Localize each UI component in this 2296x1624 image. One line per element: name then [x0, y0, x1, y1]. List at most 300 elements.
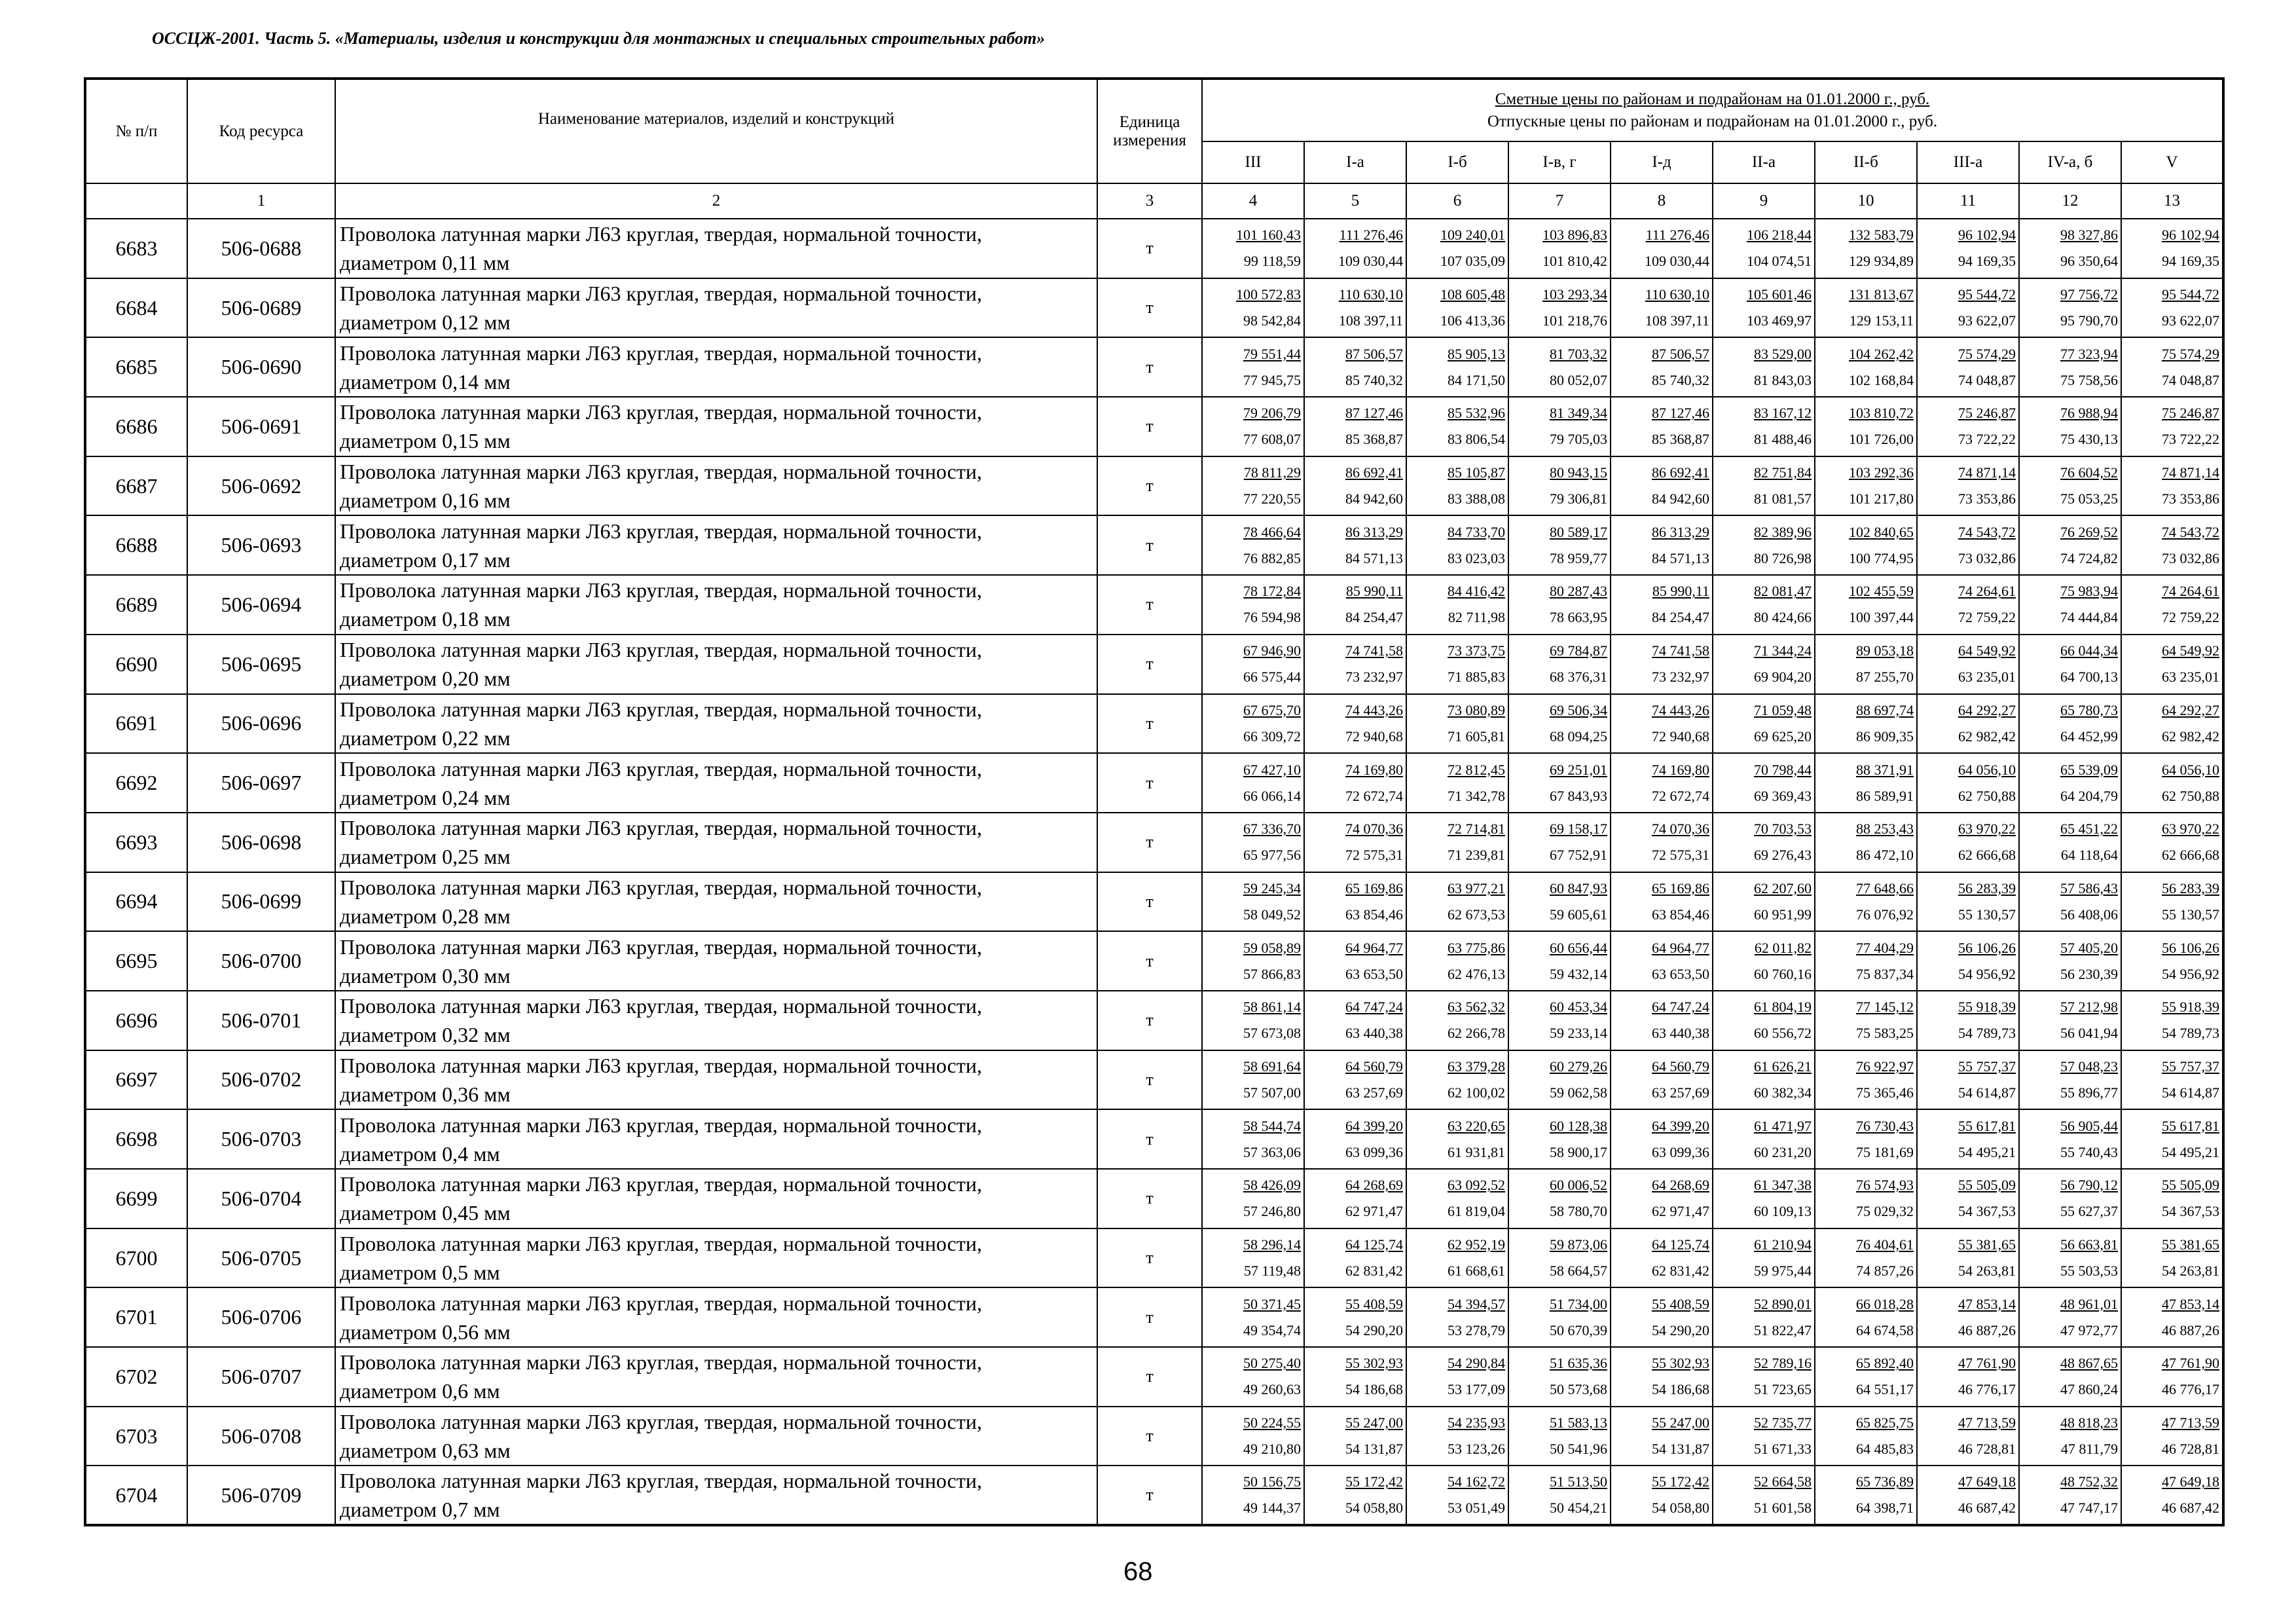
release-price: 63 235,01: [1958, 669, 2016, 686]
release-price: 62 971,47: [1345, 1203, 1403, 1220]
estimate-price: 111 276,46: [1645, 227, 1709, 244]
price-cell: [1406, 515, 1508, 575]
estimate-price: 79 206,79: [1243, 405, 1301, 422]
row-number: 6697: [85, 1050, 187, 1110]
price-cell: [1815, 1287, 1917, 1347]
price-cell: [1815, 515, 1917, 575]
price-cell: [1406, 1287, 1508, 1347]
price-cell: [1202, 1109, 1304, 1169]
price-cell: [1508, 1466, 1611, 1525]
release-price: 61 931,81: [1448, 1143, 1505, 1160]
estimate-price: 61 626,21: [1754, 1058, 1812, 1075]
price-cell: [2019, 1228, 2121, 1288]
price-cell: [1202, 931, 1304, 991]
material-name: [335, 456, 1097, 516]
price-cell: [1917, 991, 2019, 1050]
price-cell: [1611, 1228, 1713, 1288]
estimate-price: 101 160,43: [1236, 227, 1301, 244]
material-name: [335, 219, 1097, 278]
price-cell: [1304, 219, 1406, 278]
estimate-price: 69 158,17: [1550, 821, 1607, 838]
release-price: 75 430,13: [2060, 431, 2118, 448]
release-price: 60 382,34: [1754, 1084, 1812, 1101]
estimate-price: 59 058,89: [1243, 939, 1301, 956]
estimate-price: 63 562,32: [1448, 999, 1505, 1016]
unit: т: [1097, 1169, 1202, 1228]
release-price: 75 365,46: [1856, 1084, 1914, 1101]
estimate-price: 95 544,72: [2162, 286, 2220, 303]
estimate-price: 55 617,81: [2162, 1117, 2220, 1134]
estimate-price: 65 780,73: [2060, 701, 2118, 718]
material-name-line1: Проволока латунная марки Л63 круглая, твердая, нормальной точности,: [340, 1232, 982, 1256]
estimate-price: 64 125,74: [1345, 1236, 1403, 1253]
unit: т: [1097, 1347, 1202, 1407]
release-price: 55 896,77: [2060, 1084, 2118, 1101]
price-cell: [1917, 1347, 2019, 1407]
price-cell: [1815, 456, 1917, 516]
price-cell: [1304, 753, 1406, 813]
estimate-price: 109 240,01: [1440, 227, 1505, 244]
price-cell: [2121, 991, 2223, 1050]
resource-code: 506-0693: [187, 515, 335, 575]
estimate-price: 76 269,52: [2060, 523, 2118, 540]
estimate-price: 74 871,14: [1958, 464, 2016, 481]
price-cell: [1406, 1169, 1508, 1228]
estimate-price: 62 207,60: [1754, 879, 1812, 896]
material-diameter: диаметром 0,28 мм: [340, 904, 511, 928]
material-diameter: диаметром 0,24 мм: [340, 785, 511, 809]
estimate-price: 60 006,52: [1550, 1177, 1607, 1194]
release-price: 64 551,17: [1856, 1381, 1914, 1398]
release-price: 62 476,13: [1448, 965, 1505, 982]
estimate-price: 61 347,38: [1754, 1177, 1812, 1194]
material-name-line1: Проволока латунная марки Л63 круглая, твердая, нормальной точности,: [340, 519, 982, 543]
release-price: 71 605,81: [1448, 728, 1505, 745]
estimate-price: 48 818,23: [2060, 1414, 2118, 1431]
estimate-price: 111 276,46: [1339, 227, 1403, 244]
release-price: 64 118,64: [2060, 847, 2118, 864]
price-cell: [1406, 872, 1508, 932]
estimate-price: 55 408,59: [1345, 1295, 1403, 1312]
price-cell: [2019, 1407, 2121, 1466]
table-row: [85, 515, 2223, 575]
price-cell: [1508, 515, 1611, 575]
material-name: [335, 813, 1097, 872]
material-name: [335, 931, 1097, 991]
release-price: 54 956,92: [1958, 965, 2016, 982]
release-price: 96 350,64: [2060, 253, 2118, 270]
price-cell: [2121, 931, 2223, 991]
column-number: 8: [1611, 183, 1713, 219]
material-name-line1: Проволока латунная марки Л63 круглая, твердая, нормальной точности,: [340, 1410, 982, 1434]
estimate-price: 47 761,90: [1958, 1355, 2016, 1372]
release-price: 66 575,44: [1243, 669, 1301, 686]
release-price: 62 982,42: [1958, 728, 2016, 745]
price-cell: [2019, 931, 2121, 991]
release-price: 73 722,22: [1958, 431, 2016, 448]
resource-code: 506-0703: [187, 1109, 335, 1169]
estimate-price: 78 466,64: [1243, 523, 1301, 540]
material-name: [335, 1287, 1097, 1347]
resource-code: 506-0697: [187, 753, 335, 813]
release-price: 60 556,72: [1754, 1025, 1812, 1042]
material-name-line1: Проволока латунная марки Л63 круглая, твердая, нормальной точности,: [340, 578, 982, 602]
release-price: 57 119,48: [1243, 1263, 1301, 1280]
estimate-price: 74 741,58: [1345, 642, 1403, 659]
unit: т: [1097, 337, 1202, 397]
header-name: Наименование материалов, изделий и конструкций: [335, 79, 1097, 183]
estimate-price: 64 292,27: [2162, 701, 2220, 718]
release-price: 95 790,70: [2060, 312, 2118, 329]
estimate-price: 57 212,98: [2060, 999, 2118, 1016]
release-price: 50 670,39: [1550, 1321, 1607, 1338]
price-cell: [2019, 872, 2121, 932]
price-cell: [1713, 1466, 1815, 1525]
price-cell: [1713, 1050, 1815, 1110]
price-cell: [1508, 694, 1611, 754]
release-price: 100 397,44: [1849, 609, 1914, 626]
price-cell: [1815, 694, 1917, 754]
release-price: 62 750,88: [2162, 787, 2220, 804]
material-diameter: диаметром 0,7 мм: [340, 1498, 500, 1522]
release-price: 63 257,69: [1652, 1084, 1709, 1101]
release-price: 72 759,22: [2162, 609, 2220, 626]
material-name: [335, 1169, 1097, 1228]
release-price: 55 627,37: [2060, 1203, 2118, 1220]
column-number: 1: [187, 183, 335, 219]
price-cell: [1611, 1466, 1713, 1525]
estimate-price: 63 970,22: [1958, 821, 2016, 838]
release-price: 54 614,87: [1958, 1084, 2016, 1101]
estimate-price: 64 747,24: [1652, 999, 1709, 1016]
price-cell: [1713, 337, 1815, 397]
price-cell: [1917, 337, 2019, 397]
release-price: 53 278,79: [1448, 1321, 1505, 1338]
price-cell: [1917, 278, 2019, 338]
estimate-price: 47 853,14: [1958, 1295, 2016, 1312]
release-price: 75 758,56: [2060, 371, 2118, 388]
unit: т: [1097, 1050, 1202, 1110]
price-cell: [1815, 1347, 1917, 1407]
price-cell: [1713, 931, 1815, 991]
release-price: 54 614,87: [2162, 1084, 2220, 1101]
price-cell: [1713, 575, 1815, 635]
estimate-price: 77 323,94: [2060, 345, 2118, 362]
release-price: 63 854,46: [1345, 906, 1403, 923]
estimate-price: 55 505,09: [1958, 1177, 2016, 1194]
release-price: 79 705,03: [1550, 431, 1607, 448]
price-cell: [1508, 1347, 1611, 1407]
estimate-price: 131 813,67: [1849, 286, 1914, 303]
estimate-price: 64 268,69: [1652, 1177, 1709, 1194]
row-number: 6698: [85, 1109, 187, 1169]
material-name: [335, 872, 1097, 932]
release-price: 54 263,81: [2162, 1263, 2220, 1280]
release-price: 58 049,52: [1243, 906, 1301, 923]
estimate-price: 48 867,65: [2060, 1355, 2118, 1372]
price-cell: [2121, 813, 2223, 872]
estimate-price: 60 847,93: [1550, 879, 1607, 896]
release-price: 102 168,84: [1849, 371, 1914, 388]
price-cell: [1304, 397, 1406, 456]
release-price: 100 774,95: [1849, 549, 1914, 566]
material-name: [335, 1109, 1097, 1169]
release-price: 75 837,34: [1856, 965, 1914, 982]
estimate-price: 51 734,00: [1550, 1295, 1607, 1312]
resource-code: 506-0696: [187, 694, 335, 754]
table-row: [85, 813, 2223, 872]
price-cell: [1406, 931, 1508, 991]
estimate-price: 67 946,90: [1243, 642, 1301, 659]
resource-code: 506-0702: [187, 1050, 335, 1110]
estimate-price: 56 790,12: [2060, 1177, 2118, 1194]
resource-code: 506-0689: [187, 278, 335, 338]
row-number: 6687: [85, 456, 187, 516]
estimate-price: 85 905,13: [1448, 345, 1505, 362]
material-name-line1: Проволока латунная марки Л63 круглая, твердая, нормальной точности,: [340, 1350, 982, 1375]
price-cell: [1202, 337, 1304, 397]
estimate-price: 60 128,38: [1550, 1117, 1607, 1134]
resource-code: 506-0709: [187, 1466, 335, 1525]
estimate-price: 58 861,14: [1243, 999, 1301, 1016]
column-number: 7: [1508, 183, 1611, 219]
price-cell: [1508, 456, 1611, 516]
material-diameter: диаметром 0,4 мм: [340, 1141, 500, 1166]
row-number: 6688: [85, 515, 187, 575]
material-name-line1: Проволока латунная марки Л63 круглая, твердая, нормальной точности,: [340, 934, 982, 959]
price-cell: [1611, 575, 1713, 635]
price-cell: [1611, 1287, 1713, 1347]
price-cell: [1611, 278, 1713, 338]
estimate-price: 98 327,86: [2060, 227, 2118, 244]
release-price: 84 254,47: [1652, 609, 1709, 626]
unit: т: [1097, 1407, 1202, 1466]
estimate-price: 52 890,01: [1754, 1295, 1812, 1312]
estimate-price: 105 601,46: [1747, 286, 1812, 303]
price-cell: [1713, 753, 1815, 813]
release-price: 63 099,36: [1652, 1143, 1709, 1160]
header-unit-line1: Единица: [1119, 113, 1180, 131]
estimate-price: 85 532,96: [1448, 405, 1505, 422]
price-cell: [1713, 1407, 1815, 1466]
row-number: 6690: [85, 635, 187, 694]
estimate-price: 56 283,39: [2162, 879, 2220, 896]
price-cell: [1713, 456, 1815, 516]
release-price: 60 231,20: [1754, 1143, 1812, 1160]
estimate-price: 78 811,29: [1243, 464, 1301, 481]
release-price: 55 130,57: [2162, 906, 2220, 923]
estimate-price: 50 371,45: [1243, 1295, 1301, 1312]
material-diameter: диаметром 0,18 мм: [340, 607, 511, 631]
estimate-price: 97 756,72: [2060, 286, 2118, 303]
release-price: 80 726,98: [1754, 549, 1812, 566]
unit: т: [1097, 1287, 1202, 1347]
column-number: 12: [2019, 183, 2121, 219]
estimate-price: 47 713,59: [2162, 1414, 2220, 1431]
estimate-price: 82 081,47: [1754, 583, 1812, 600]
unit: т: [1097, 575, 1202, 635]
estimate-price: 64 747,24: [1345, 999, 1403, 1016]
release-price: 72 759,22: [1958, 609, 2016, 626]
unit: т: [1097, 515, 1202, 575]
estimate-price: 85 105,87: [1448, 464, 1505, 481]
estimate-price: 80 589,17: [1550, 523, 1607, 540]
estimate-price: 85 990,11: [1652, 583, 1709, 600]
estimate-price: 52 789,16: [1754, 1355, 1812, 1372]
price-table: [84, 77, 2225, 1526]
release-price: 74 048,87: [1958, 371, 2016, 388]
estimate-price: 72 714,81: [1448, 821, 1505, 838]
material-name-line1: Проволока латунная марки Л63 круглая, твердая, нормальной точности,: [340, 1053, 982, 1077]
release-price: 77 945,75: [1243, 371, 1301, 388]
material-name: [335, 515, 1097, 575]
release-price: 58 664,57: [1550, 1263, 1607, 1280]
release-price: 73 353,86: [1958, 490, 2016, 507]
release-price: 80 424,66: [1754, 609, 1812, 626]
price-cell: [1713, 872, 1815, 932]
resource-code: 506-0707: [187, 1347, 335, 1407]
release-price: 54 186,68: [1345, 1381, 1403, 1398]
release-price: 50 454,21: [1550, 1500, 1607, 1517]
table-row: [85, 694, 2223, 754]
resource-code: 506-0705: [187, 1228, 335, 1288]
price-cell: [1202, 1466, 1304, 1525]
release-price: 54 789,73: [1958, 1025, 2016, 1042]
release-price: 54 495,21: [2162, 1143, 2220, 1160]
release-price: 57 363,06: [1243, 1143, 1301, 1160]
region-header: IV-а, б: [2019, 141, 2121, 183]
price-cell: [1406, 1407, 1508, 1466]
price-cell: [1508, 219, 1611, 278]
release-price: 101 218,76: [1542, 312, 1607, 329]
release-price: 54 290,20: [1652, 1321, 1709, 1338]
price-cell: [2019, 1347, 2121, 1407]
material-name: [335, 635, 1097, 694]
price-cell: [2121, 1169, 2223, 1228]
unit: т: [1097, 753, 1202, 813]
price-cell: [1304, 931, 1406, 991]
estimate-price: 110 630,10: [1338, 286, 1403, 303]
release-price: 46 728,81: [1958, 1441, 2016, 1458]
release-price: 108 397,11: [1338, 312, 1403, 329]
price-cell: [1202, 397, 1304, 456]
estimate-price: 48 752,32: [2060, 1473, 2118, 1490]
release-price: 46 887,26: [2162, 1321, 2220, 1338]
estimate-price: 55 381,65: [2162, 1236, 2220, 1253]
estimate-price: 63 092,52: [1448, 1177, 1505, 1194]
row-number: 6703: [85, 1407, 187, 1466]
price-cell: [1713, 694, 1815, 754]
table-row: [85, 1050, 2223, 1110]
release-price: 64 674,58: [1856, 1321, 1914, 1338]
price-cell: [1508, 1287, 1611, 1347]
price-cell: [2019, 1287, 2121, 1347]
material-name-line1: Проволока латунная марки Л63 круглая, твердая, нормальной точности,: [340, 282, 982, 306]
row-number: 6683: [85, 219, 187, 278]
estimate-price: 69 506,34: [1550, 701, 1607, 718]
price-cell: [1508, 1109, 1611, 1169]
table-row: [85, 753, 2223, 813]
price-cell: [1815, 813, 1917, 872]
estimate-price: 103 810,72: [1849, 405, 1914, 422]
estimate-price: 65 736,89: [1856, 1473, 1914, 1490]
release-price: 67 843,93: [1550, 787, 1607, 804]
estimate-price: 69 784,87: [1550, 642, 1607, 659]
release-price: 93 622,07: [1958, 312, 2016, 329]
unit: т: [1097, 219, 1202, 278]
release-price: 62 666,68: [2162, 847, 2220, 864]
price-cell: [1202, 753, 1304, 813]
release-price: 101 726,00: [1849, 431, 1914, 448]
material-name: [335, 337, 1097, 397]
region-header: V: [2121, 141, 2223, 183]
price-cell: [1508, 635, 1611, 694]
price-cell: [1917, 931, 2019, 991]
price-cell: [1815, 1407, 1917, 1466]
estimate-price: 103 293,34: [1542, 286, 1607, 303]
row-number: 6684: [85, 278, 187, 338]
estimate-price: 54 290,84: [1448, 1355, 1505, 1372]
release-price: 49 144,37: [1243, 1500, 1301, 1517]
column-number: 13: [2121, 183, 2223, 219]
price-cell: [2121, 575, 2223, 635]
estimate-price: 64 125,74: [1652, 1236, 1709, 1253]
table-row: [85, 1169, 2223, 1228]
estimate-price: 81 349,34: [1550, 405, 1607, 422]
release-price: 51 601,58: [1754, 1500, 1812, 1517]
release-price: 81 081,57: [1754, 490, 1812, 507]
estimate-price: 96 102,94: [1958, 227, 2016, 244]
estimate-price: 79 551,44: [1243, 345, 1301, 362]
release-price: 59 233,14: [1550, 1025, 1607, 1042]
release-price: 64 452,99: [2060, 728, 2118, 745]
release-price: 69 369,43: [1754, 787, 1812, 804]
unit: т: [1097, 1109, 1202, 1169]
material-diameter: диаметром 0,16 мм: [340, 489, 511, 513]
price-cell: [1611, 1407, 1713, 1466]
price-cell: [1304, 694, 1406, 754]
release-price: 69 276,43: [1754, 847, 1812, 864]
estimate-price: 52 735,77: [1754, 1414, 1812, 1431]
price-cell: [1406, 1466, 1508, 1525]
table-row: [85, 456, 2223, 516]
release-price: 86 909,35: [1856, 728, 1914, 745]
estimate-price: 74 070,36: [1345, 821, 1403, 838]
release-price: 108 397,11: [1645, 312, 1709, 329]
price-cell: [2019, 1050, 2121, 1110]
estimate-price: 47 649,18: [2162, 1473, 2220, 1490]
header-prices: [1202, 79, 2223, 141]
release-price: 47 747,17: [2060, 1500, 2118, 1517]
estimate-price: 82 751,84: [1754, 464, 1812, 481]
release-price: 60 951,99: [1754, 906, 1812, 923]
table-row: [85, 397, 2223, 456]
price-cell: [1304, 1347, 1406, 1407]
price-cell: [2019, 753, 2121, 813]
release-price: 47 972,77: [2060, 1321, 2118, 1338]
price-cell: [1917, 575, 2019, 635]
material-name: [335, 1466, 1097, 1525]
resource-code: 506-0688: [187, 219, 335, 278]
price-cell: [1917, 397, 2019, 456]
release-price: 74 857,26: [1856, 1263, 1914, 1280]
estimate-price: 75 574,29: [1958, 345, 2016, 362]
release-price: 77 608,07: [1243, 431, 1301, 448]
price-cell: [1202, 515, 1304, 575]
release-price: 85 740,32: [1345, 371, 1403, 388]
price-cell: [1304, 635, 1406, 694]
price-cell: [1304, 456, 1406, 516]
